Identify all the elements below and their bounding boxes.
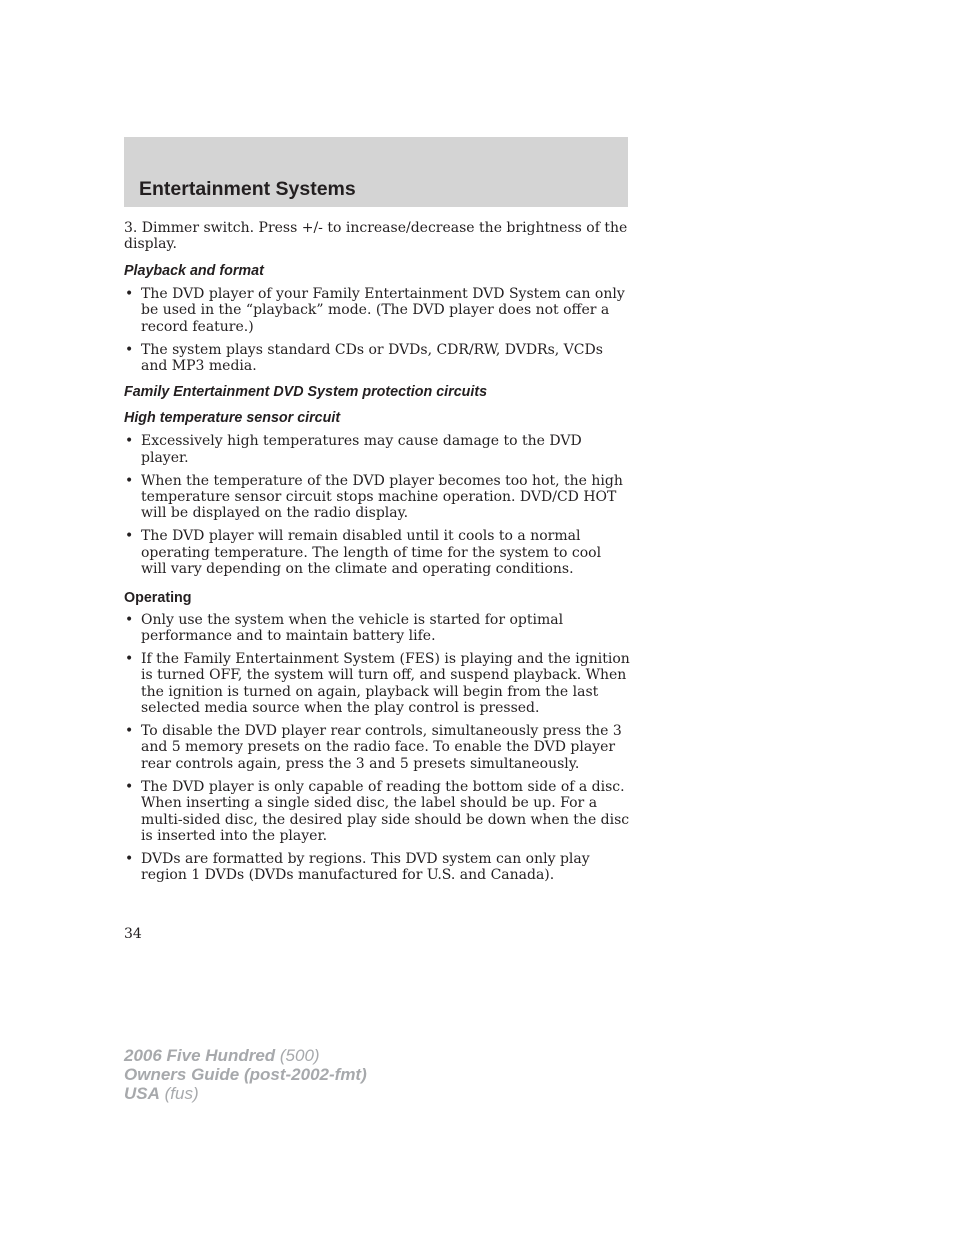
list-item: • The system plays standard CDs or DVDs, CDR/RW, DVDRs, VCDs and MP3 media. xyxy=(125,341,603,374)
bullet-icon: • xyxy=(125,778,134,795)
playback-list xyxy=(124,286,630,375)
footer-line-guide: Owners Guide (post-2002-fmt) xyxy=(124,1065,367,1084)
bullet-icon: • xyxy=(125,650,134,667)
playback-heading: Playback and format xyxy=(124,262,264,279)
list-item: • Only use the system when the vehicle is started for optimal performance and to maintain battery life. xyxy=(125,611,564,644)
page-number: 34 xyxy=(124,926,142,942)
page-content xyxy=(124,220,630,890)
bullet-icon: • xyxy=(125,723,134,740)
section-title: Entertainment Systems xyxy=(139,178,356,200)
list-item: • The DVD player is only capable of reading the bottom side of a disc. When inserting a single sided disc, the label should be up. For a multi-sided disc, the desired play side should be down when the disc is inserted into the player. xyxy=(125,778,630,844)
operating-heading: Operating xyxy=(124,589,192,606)
bullet-icon: • xyxy=(125,472,134,489)
intro-paragraph: 3. Dimmer switch. Press +/- to increase/decrease the brightness of the display. xyxy=(124,220,628,253)
footer-line-market: USA (fus) xyxy=(124,1084,199,1103)
list-item: • Excessively high temperatures may cause damage to the DVD player. xyxy=(125,433,582,466)
section-header-band xyxy=(124,137,628,207)
bullet-icon: • xyxy=(125,528,134,545)
list-item: • The DVD player of your Family Entertainment DVD System can only be used in the “playback” mode. (The DVD player does not offer a record feature.) xyxy=(125,285,625,335)
protection-heading: Family Entertainment DVD System protection circuits xyxy=(124,384,488,401)
list-item: • If the Family Entertainment System (FES) is playing and the ignition is turned OFF, the system will turn off, and suspend playback. When the ignition is turned on again, playback will begin from the last selected media source when the play control is pressed. xyxy=(125,650,630,717)
operating-list xyxy=(124,612,630,884)
document-footer xyxy=(124,1046,367,1103)
list-item: • The DVD player will remain disabled until it cools to a normal operating temperature. The length of time for the system to cool will vary depending on the climate and operating conditions. xyxy=(125,528,602,578)
list-item: • When the temperature of the DVD player becomes too hot, the high temperature sensor circuit stops machine operation. DVD/CD HOT will be displayed on the radio display. xyxy=(125,472,623,522)
list-item: • To disable the DVD player rear controls, simultaneously press the 3 and 5 memory presets on the radio face. To enable the DVD player rear controls again, press the 3 and 5 presets simultaneously. xyxy=(125,723,622,772)
bullet-icon: • xyxy=(125,850,134,867)
high-temp-list xyxy=(124,433,630,577)
list-item: • DVDs are formatted by regions. This DVD system can only play region 1 DVDs (DVDs manufactured for U.S. and Canada). xyxy=(125,850,590,884)
bullet-icon: • xyxy=(125,341,134,358)
high-temp-heading: High temperature sensor circuit xyxy=(124,410,341,427)
footer-line-model: 2006 Five Hundred (500) xyxy=(124,1046,320,1065)
bullet-icon: • xyxy=(125,285,134,302)
bullet-icon: • xyxy=(125,611,134,628)
bullet-icon: • xyxy=(125,433,134,450)
